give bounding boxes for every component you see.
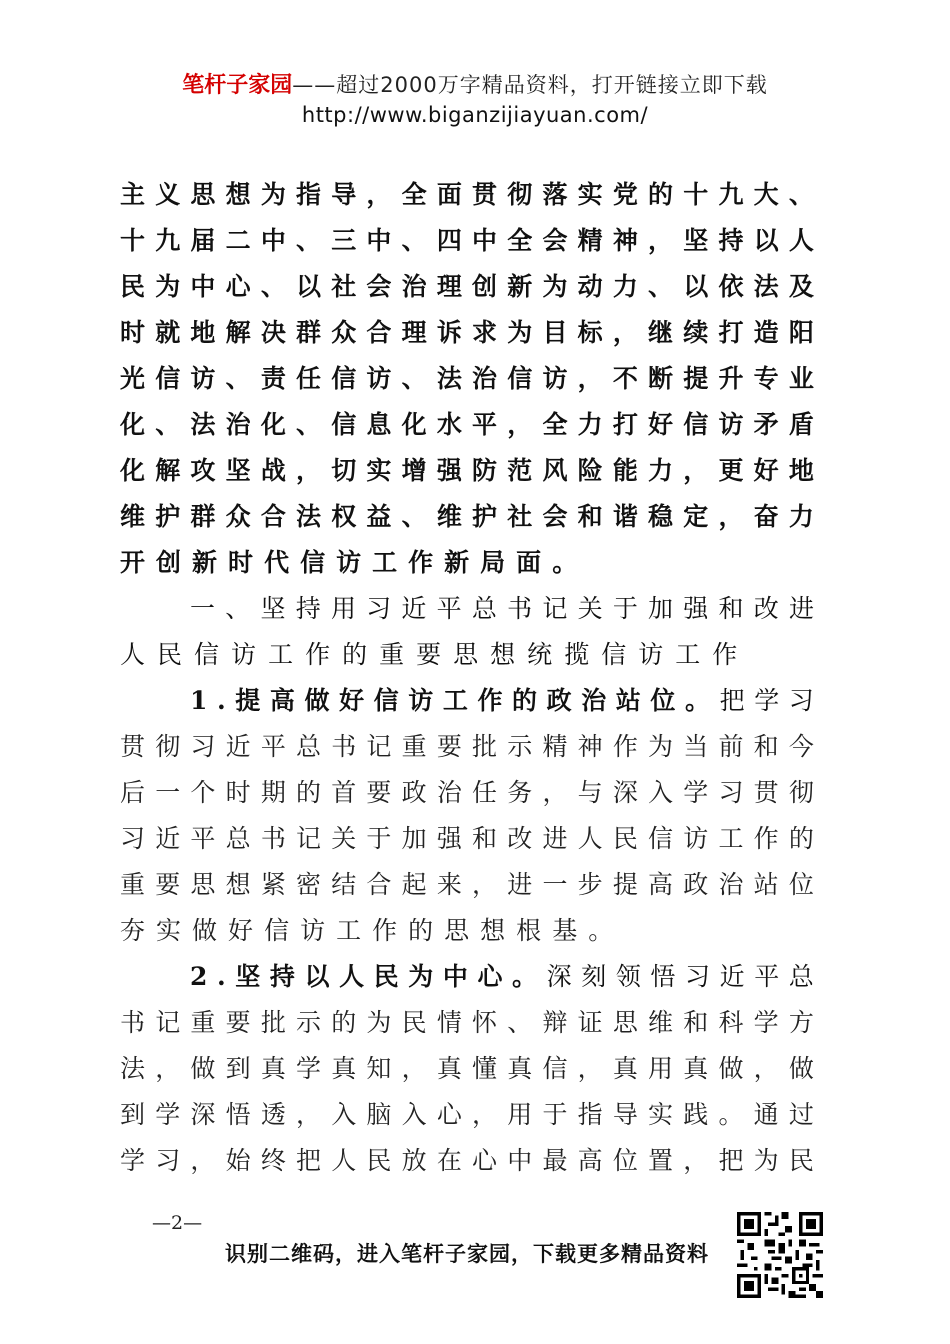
page-number: —2— xyxy=(152,1212,203,1234)
text-line: 到 学 深 悟 透 ， 入 脑 入 心 ， 用 于 指 导 实 践 。 通 过 xyxy=(120,1100,814,1129)
document-body xyxy=(120,172,814,1184)
text-line: 2 . 坚 持 以 人 民 为 中 心 。 深 刻 领 悟 习 近 平 总 xyxy=(190,962,814,991)
text-line: 法 ， 做 到 真 学 真 知 ， 真 懂 真 信 ， 真 用 真 做 ， 做 xyxy=(120,1054,814,1083)
text-line: 后 一 个 时 期 的 首 要 政 治 任 务 ， 与 深 入 学 习 贯 彻 xyxy=(120,778,814,807)
text-line: 1 . 提 高 做 好 信 访 工 作 的 政 治 站 位 。 把 学 习 xyxy=(190,686,814,715)
text-line: 重 要 思 想 紧 密 结 合 起 来 ， 进 一 步 提 高 政 治 站 位 xyxy=(120,870,814,899)
brand-name: 笔杆子家园 xyxy=(182,72,293,98)
text-line: 十 九 届 二 中 、 三 中 、 四 中 全 会 精 神 ， 坚 持 以 人 xyxy=(120,226,814,255)
text-line: 化 解 攻 坚 战 ， 切 实 增 强 防 范 风 险 能 力 ， 更 好 地 xyxy=(120,456,814,485)
text-line: 一 、 坚 持 用 习 近 平 总 书 记 关 于 加 强 和 改 进 xyxy=(190,594,814,623)
text-line: 开 创 新 时 代 信 访 工 作 新 局 面 。 xyxy=(120,548,578,577)
text-line: 书 记 重 要 批 示 的 为 民 情 怀 、 辩 证 思 维 和 科 学 方 xyxy=(120,1008,814,1037)
header-line-1 xyxy=(0,70,950,100)
header-tagline: ——超过2000万字精品资料，打开链接立即下载 xyxy=(292,73,768,97)
footer-promo: 识别二维码，进入笔杆子家园，下载更多精品资料 xyxy=(225,1241,709,1266)
text-line: 习 近 平 总 书 记 关 于 加 强 和 改 进 人 民 信 访 工 作 的 xyxy=(120,824,814,853)
text-line: 化 、 法 治 化 、 信 息 化 水 平 ， 全 力 打 好 信 访 矛 盾 xyxy=(120,410,814,439)
qr-code-icon[interactable] xyxy=(737,1212,823,1298)
text-line: 时 就 地 解 决 群 众 合 理 诉 求 为 目 标 ， 继 续 打 造 阳 xyxy=(120,318,814,347)
text-line: 民 为 中 心 、 以 社 会 治 理 创 新 为 动 力 、 以 依 法 及 xyxy=(120,272,814,301)
page-header xyxy=(0,70,950,130)
text-line: 夯 实 做 好 信 访 工 作 的 思 想 根 基 。 xyxy=(120,916,614,945)
text-line: 学 习 ， 始 终 把 人 民 放 在 心 中 最 高 位 置 ， 把 为 民 xyxy=(120,1146,814,1175)
text-line: 主 义 思 想 为 指 导 ， 全 面 贯 彻 落 实 党 的 十 九 大 、 xyxy=(120,180,814,209)
header-url[interactable]: http://www.biganzijiayuan.com/ xyxy=(301,103,649,127)
text-line: 维 护 群 众 合 法 权 益 、 维 护 社 会 和 谐 稳 定 ， 奋 力 xyxy=(120,502,814,531)
text-line: 光 信 访 、 责 任 信 访 、 法 治 信 访 ， 不 断 提 升 专 业 xyxy=(120,364,814,393)
text-line: 贯 彻 习 近 平 总 书 记 重 要 批 示 精 神 作 为 当 前 和 今 xyxy=(120,732,814,761)
text-line: 人 民 信 访 工 作 的 重 要 思 想 统 揽 信 访 工 作 xyxy=(120,640,738,669)
